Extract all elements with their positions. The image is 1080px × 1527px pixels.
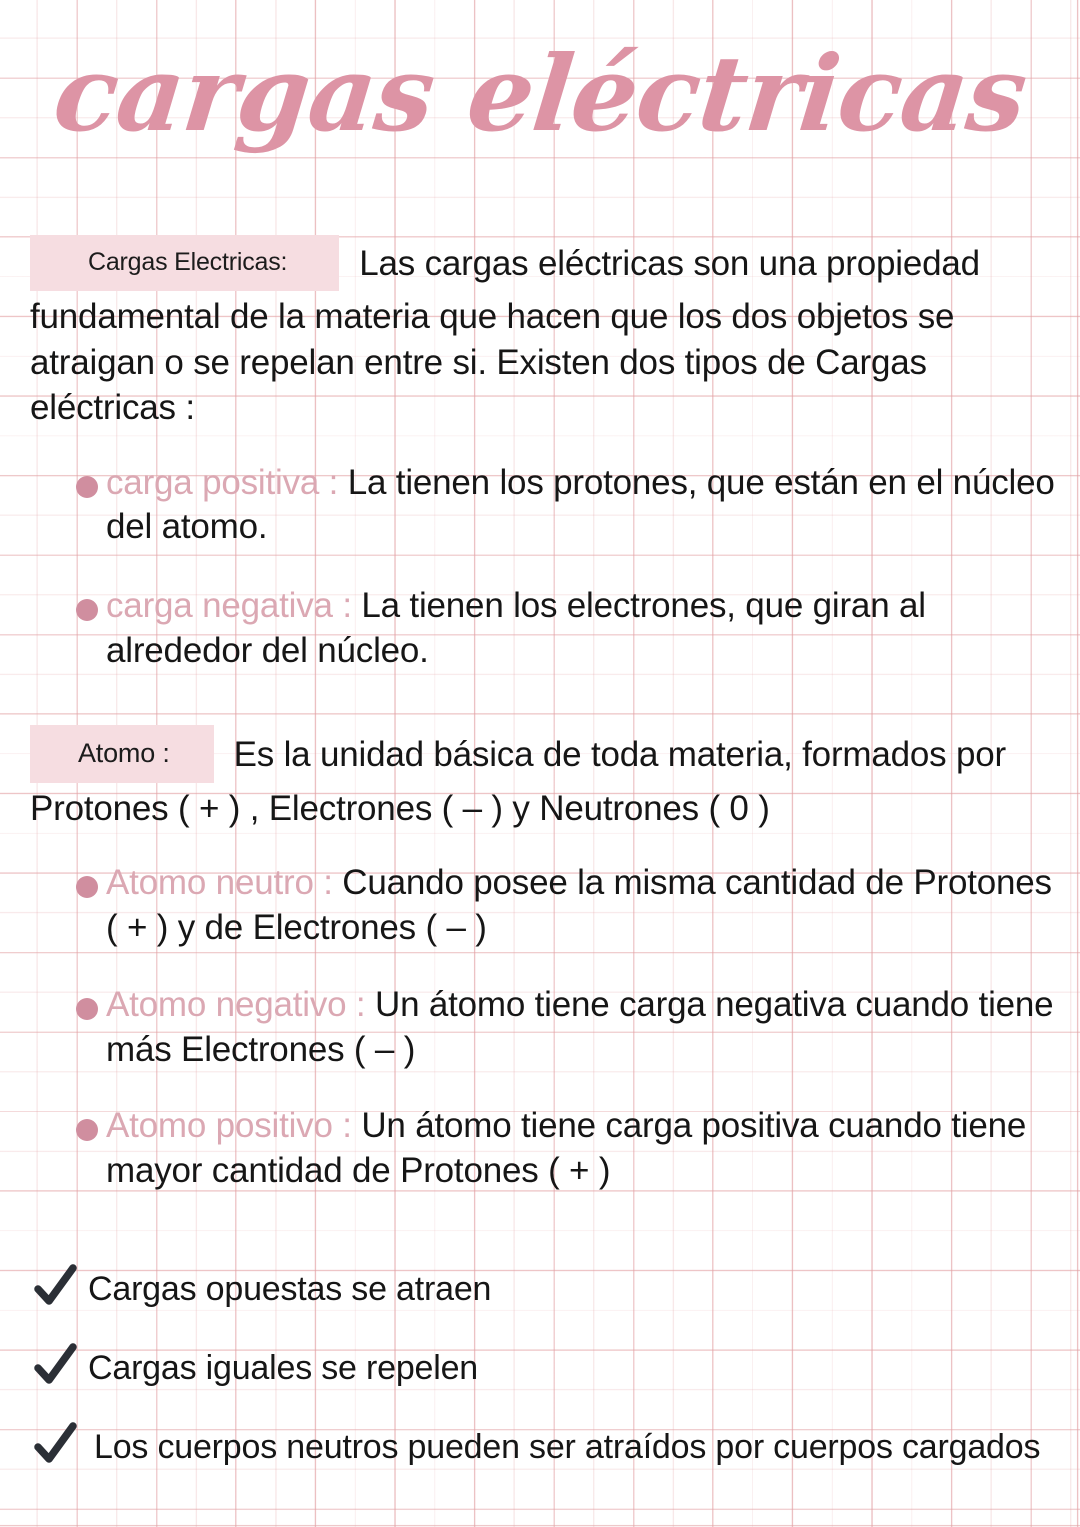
list-item [76, 461, 1066, 551]
atomo-paragraph [30, 728, 1066, 832]
bullet-dot-icon [76, 599, 98, 621]
check-icon [30, 1420, 80, 1470]
bullet-dot-icon [76, 876, 98, 898]
list-item [76, 983, 1066, 1073]
check-icon [30, 1262, 80, 1312]
section-atomo [0, 728, 1080, 832]
bullet-dot-icon [76, 998, 98, 1020]
cargas-paragraph-text: Las cargas eléctricas son una propiedad fundamental de la materia que hacen que los dos objetos se atraigan o se repelan entre si. Existen dos tipos de Cargas eléctricas : [30, 244, 980, 427]
bullet-text: Cuando posee la misma cantidad de Protones ( + ) y de Electrones ( – ) [106, 863, 1052, 947]
notes-content [0, 238, 1080, 1504]
bullet-dot-icon [76, 476, 98, 498]
rule-text: Los cuerpos neutros pueden ser atraídos por cuerpos cargados [94, 1427, 1041, 1466]
list-item [76, 1104, 1066, 1194]
bullet-label: carga negativa : [106, 586, 362, 626]
rules-check-list [0, 1268, 1080, 1468]
bullet-text: La tienen los protones, que están en el núcleo del atomo. [106, 462, 1055, 547]
check-icon [30, 1341, 80, 1391]
spacer [0, 1238, 1080, 1268]
cargas-paragraph [30, 238, 1066, 431]
bullet-label: carga positiva : [106, 462, 348, 502]
list-item [76, 584, 1066, 674]
spacer [0, 831, 1080, 847]
spacer [0, 1194, 1080, 1238]
bullet-text: La tienen los electrones, que giran al alrededor del núcleo. [106, 586, 926, 670]
rule-text: Cargas opuestas se atraen [88, 1269, 492, 1308]
bullet-label: Atomo negativo : [106, 984, 366, 1024]
list-item [26, 1268, 1066, 1311]
spacer [0, 431, 1080, 447]
bullet-dot-icon [76, 1119, 98, 1141]
chip-atomo: Atomo : [30, 725, 214, 783]
bullet-text: Un átomo tiene carga positiva cuando tiene mayor cantidad de Protones ( + ) [106, 1106, 1027, 1191]
page-title: cargas eléctricas [48, 32, 1032, 155]
section-cargas-electricas [0, 238, 1080, 431]
rule-text: Cargas iguales se repelen [88, 1348, 479, 1387]
atomo-paragraph-text: Es la unidad básica de toda materia, formados por Protones ( + ) , Electrones ( – ) y Neutrones ( 0 ) [30, 734, 1006, 828]
bullet-label: Atomo positivo : [106, 1106, 352, 1146]
cargas-bullet-list [0, 461, 1080, 674]
list-item [26, 1347, 1066, 1390]
list-item [26, 1426, 1066, 1469]
atomo-bullet-list [0, 861, 1080, 1194]
bullet-text: Un átomo tiene carga negativa cuando tiene más Electrones ( – ) [106, 984, 1054, 1069]
bullet-label: Atomo neutro : [106, 863, 333, 903]
spacer [0, 684, 1080, 728]
chip-cargas-electricas: Cargas Electricas: [30, 235, 339, 291]
list-item [76, 861, 1066, 951]
